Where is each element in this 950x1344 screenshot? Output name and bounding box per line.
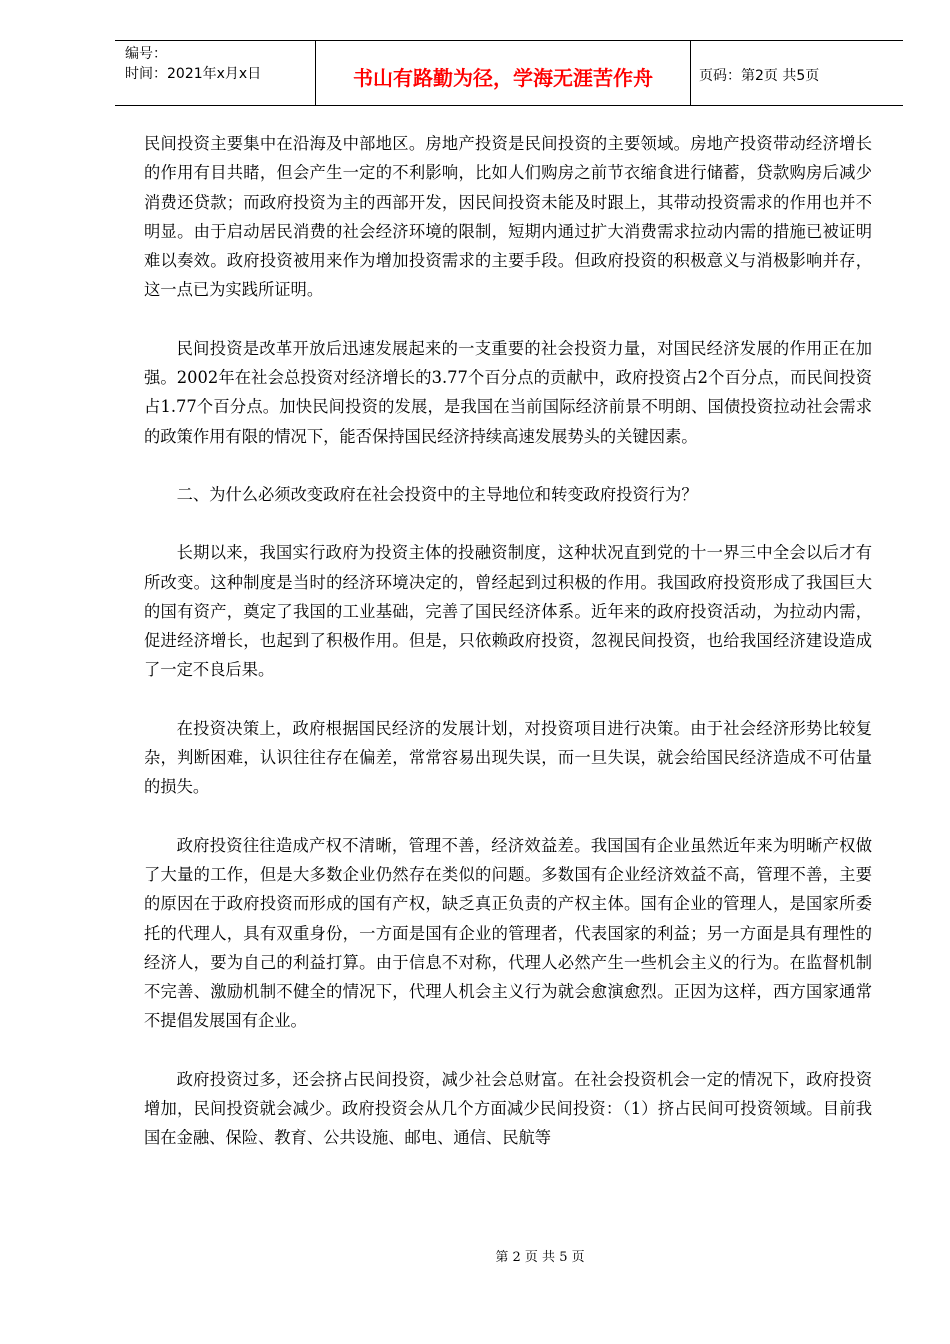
section-heading: 二、为什么必须改变政府在社会投资中的主导地位和转变政府投资行为？ xyxy=(176,484,698,504)
paragraph-6: 政府投资过多，还会挤占民间投资，减少社会总财富。在社会投资机会一定的情况下，政府投资增加，民间投资就会减少。政府投资会从几个方面减少民间投资：（1）挤占民间可投资领域。目前我国在金融、保险、教育、公共设施、邮电、通信、民航等 xyxy=(144,1069,872,1148)
header-page-number: 页码：第2页 共5页 xyxy=(699,68,820,84)
document-body xyxy=(144,129,872,1153)
page-footer: 第 2 页 共 5 页 xyxy=(495,1250,585,1265)
date-label: 时间：2021年x月x日 xyxy=(125,66,262,82)
paragraph-3: 长期以来，我国实行政府为投资主体的投融资制度，这种状况直到党的十一界三中全会以后才有所改变。这种制度是当时的经济环境决定的，曾经起到过积极的作用。我国政府投资形成了我国巨大的国有资产，奠定了我国的工业基础，完善了国民经济体系。近年来的政府投资活动，为拉动内需，促进经济增长，也起到了积极作用。但是，只依赖政府投资，忽视民间投资，也给我国经济建设造成了一定不良后果。 xyxy=(144,543,872,680)
header-motto: 书山有路勤为径，学海无涯苦作舟 xyxy=(315,41,691,105)
serial-number-label: 编号： xyxy=(125,46,167,62)
header-meta xyxy=(115,41,315,105)
paragraph-2: 民间投资是改革开放后迅速发展起来的一支重要的社会投资力量，对国民经济发展的作用正在加强。2002年在社会总投资对经济增长的3.77个百分点的贡献中，政府投资占2个百分点，而民间投资占1.77个百分点。加快民间投资的发展，是我国在当前国际经济前景不明朗、国债投资拉动社会需求的政策作用有限的情况下，能否保持国民经济持续高速发展势头的关键因素。 xyxy=(144,338,872,446)
page-header xyxy=(115,40,903,106)
paragraph-4: 在投资决策上，政府根据国民经济的发展计划，对投资项目进行决策。由于社会经济形势比较复杂，判断困难，认识往往存在偏差，常常容易出现失误，而一旦失误，就会给国民经济造成不可估量的损失。 xyxy=(144,718,872,797)
paragraph-5: 政府投资往往造成产权不清晰，管理不善，经济效益差。我国国有企业虽然近年来为明晰产权做了大量的工作，但是大多数企业仍然存在类似的问题。多数国有企业经济效益不高，管理不善，主要的原因在于政府投资而形成的国有产权，缺乏真正负责的产权主体。国有企业的管理人，是国家所委托的代理人，具有双重身份，一方面是国有企业的管理者，代表国家的利益；另一方面是具有理性的经济人，要为自己的利益打算。由于信息不对称，代理人必然产生一些机会主义的行为。在监督机制不完善、激励机制不健全的情况下，代理人机会主义行为就会愈演愈烈。正因为这样，西方国家通常不提倡发展国有企业。 xyxy=(144,835,872,1031)
paragraph-1: 民间投资主要集中在沿海及中部地区。房地产投资是民间投资的主要领域。房地产投资带动经济增长的作用有目共睹，但会产生一定的不利影响，比如人们购房之前节衣缩食进行储蓄，贷款购房后减少消费还贷款；而政府投资为主的西部开发，因民间投资未能及时跟上，其带动投资需求的作用也并不明显。由于启动居民消费的社会经济环境的限制，短期内通过扩大消费需求拉动内需的措施已被证明难以奏效。政府投资被用来作为增加投资需求的主要手段。但政府投资的积极意义与消极影响并存，这一点已为实践所证明。 xyxy=(144,134,872,300)
